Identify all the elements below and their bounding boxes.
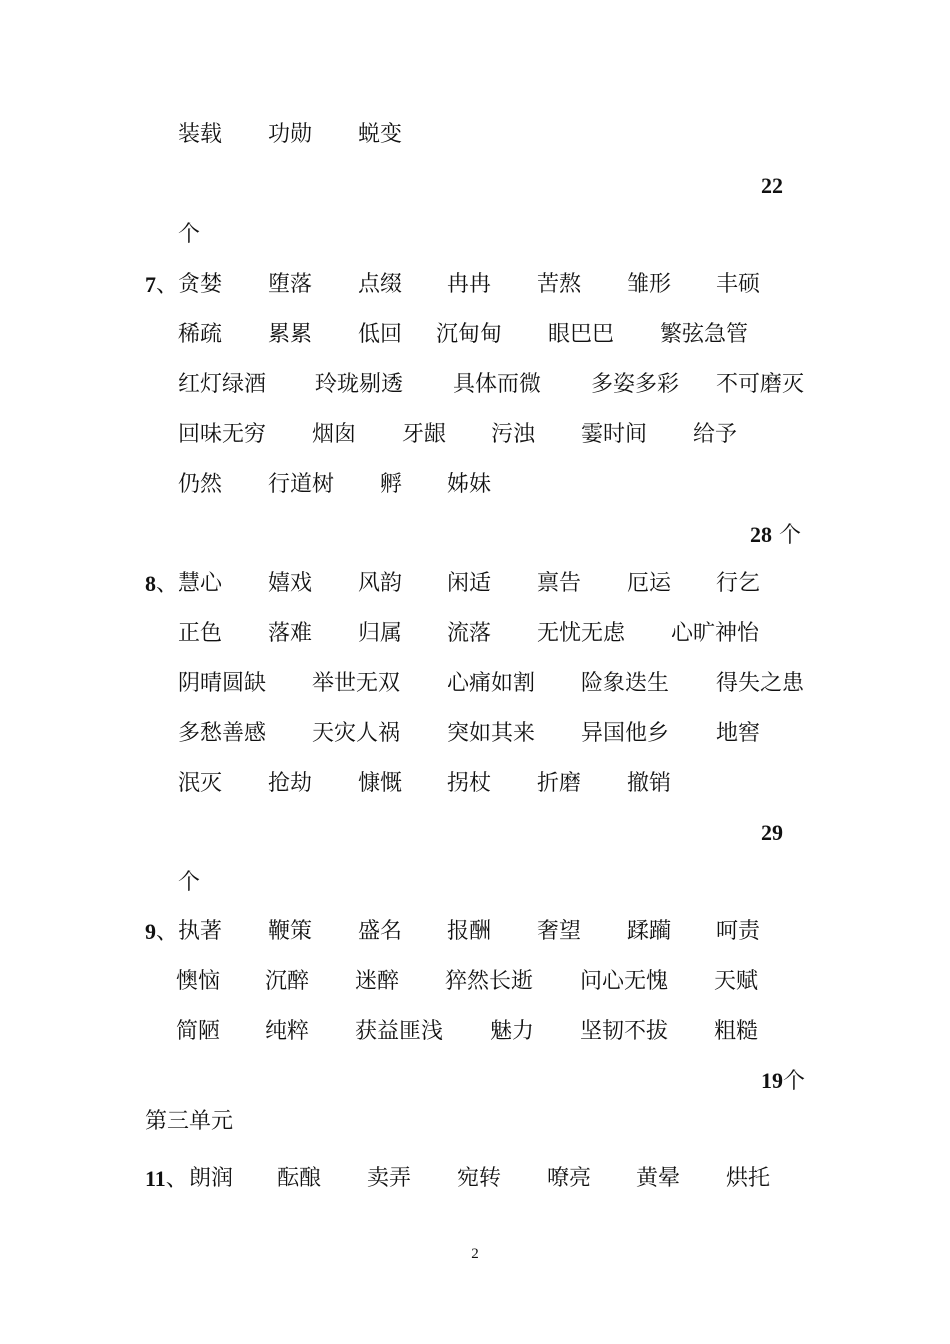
page-number: 2 [471,1246,479,1262]
word: 眼巴巴 [548,322,615,347]
word: 闲适 [447,571,492,596]
word: 雏形 [627,272,672,297]
word: 沉醉 [265,969,310,994]
word: 行乞 [716,571,761,596]
section-9-row-1 [0,917,950,947]
word: 险象迭生 [581,671,670,696]
word: 简陋 [176,1019,221,1044]
word: 坚韧不拔 [580,1019,669,1044]
section-number: 11 [145,1166,166,1191]
word: 正色 [178,621,223,646]
word: 迷醉 [355,969,400,994]
word: 猝然长逝 [445,969,534,994]
word: 给予 [693,422,738,447]
word: 烟囱 [312,422,357,447]
word: 撤销 [627,771,672,796]
word-count [0,171,950,201]
word: 宛转 [457,1166,502,1191]
word: 玲珑剔透 [315,372,404,397]
count-unit: 个 [178,222,201,247]
word: 黄晕 [636,1166,681,1191]
word: 烘托 [726,1166,771,1191]
section-sep: 、 [156,273,179,298]
section-7-row-2 [0,320,950,350]
word: 无忧无虑 [537,621,626,646]
word: 折磨 [537,771,582,796]
word: 得失之患 [716,671,805,696]
word: 泯灭 [178,771,223,796]
section-sep: 、 [156,572,179,597]
word-count-unit [0,220,950,250]
word: 慷慨 [358,771,403,796]
word: 获益匪浅 [355,1019,444,1044]
section-number: 8 [145,571,156,596]
word: 厄运 [627,571,672,596]
section-9-row-2 [0,967,950,997]
word: 纯粹 [265,1019,310,1044]
section-8-row-4 [0,719,950,749]
word: 丰硕 [716,272,761,297]
word: 风韵 [358,571,403,596]
word: 嘹亮 [547,1166,592,1191]
count-number: 29 [761,820,783,845]
section-sep: 、 [156,920,179,945]
word: 地窖 [716,721,761,746]
word: 霎时间 [581,422,648,447]
count-number: 28 [750,522,772,547]
section-number: 7 [145,272,156,297]
word: 天灾人祸 [312,721,401,746]
count-unit: 个 [779,523,802,548]
section-9-row-3 [0,1017,950,1047]
word: 多愁善感 [178,721,267,746]
word: 堕落 [268,272,313,297]
section-8-count-unit [0,868,950,898]
word: 报酬 [447,919,492,944]
word: 盛名 [358,919,403,944]
section-8-row-2 [0,619,950,649]
word-row [0,120,950,150]
count-number: 22 [761,173,783,198]
word: 突如其来 [447,721,536,746]
section-8-row-5 [0,769,950,799]
word: 慧心 [178,571,223,596]
word: 卖弄 [367,1166,412,1191]
word: 奢望 [537,919,582,944]
word: 嬉戏 [268,571,313,596]
word: 流落 [447,621,492,646]
section-9-count [0,1066,950,1096]
word: 心旷神怡 [671,621,760,646]
word: 不可磨灭 [716,372,805,397]
word: 稀疏 [178,322,223,347]
section-8-row-1 [0,569,950,599]
section-number: 9 [145,919,156,944]
word: 鞭策 [268,919,313,944]
section-7-row-3 [0,370,950,400]
word: 仍然 [178,472,223,497]
word: 孵 [380,472,403,497]
word: 多姿多彩 [591,372,680,397]
word: 沉甸甸 [436,322,503,347]
word: 禀告 [537,571,582,596]
section-7-count [0,520,950,550]
word: 低回 [358,322,403,347]
word: 异国他乡 [581,721,670,746]
count-number: 19 [761,1068,783,1093]
count-unit: 个 [783,1069,806,1094]
section-sep: 、 [165,1167,188,1192]
word: 蹂躏 [627,919,672,944]
word: 执著 [178,919,223,944]
word: 懊恼 [176,969,221,994]
word: 姊妹 [447,472,492,497]
word: 冉冉 [447,272,492,297]
word: 点缀 [358,272,403,297]
word: 牙龈 [402,422,447,447]
word: 抢劫 [268,771,313,796]
word: 行道树 [268,472,335,497]
word: 呵责 [716,919,761,944]
section-7-row-1 [0,270,950,300]
word: 粗糙 [714,1019,759,1044]
word: 魅力 [490,1019,535,1044]
word: 装载 [178,122,223,147]
section-7-row-4 [0,420,950,450]
unit-heading: 第三单元 [145,1109,234,1134]
word: 举世无双 [312,671,401,696]
word: 蜕变 [358,122,403,147]
word: 污浊 [491,422,536,447]
word: 繁弦急管 [660,322,749,347]
word: 苦熬 [537,272,582,297]
count-unit: 个 [178,870,201,895]
word: 问心无愧 [580,969,669,994]
word: 酝酿 [277,1166,322,1191]
word: 天赋 [714,969,759,994]
section-7-row-5 [0,470,950,500]
word: 回味无穷 [178,422,267,447]
word: 累累 [268,322,313,347]
section-8-count [0,818,950,848]
word: 阴晴圆缺 [178,671,267,696]
word: 心痛如割 [447,671,536,696]
section-8-row-3 [0,669,950,699]
section-11-row-1 [0,1164,950,1194]
word: 红灯绿酒 [178,372,267,397]
word: 朗润 [189,1166,234,1191]
word: 贪婪 [178,272,223,297]
word: 具体而微 [453,372,542,397]
word: 落难 [268,621,313,646]
word: 功勋 [268,122,313,147]
word: 拐杖 [447,771,492,796]
word: 归属 [358,621,403,646]
